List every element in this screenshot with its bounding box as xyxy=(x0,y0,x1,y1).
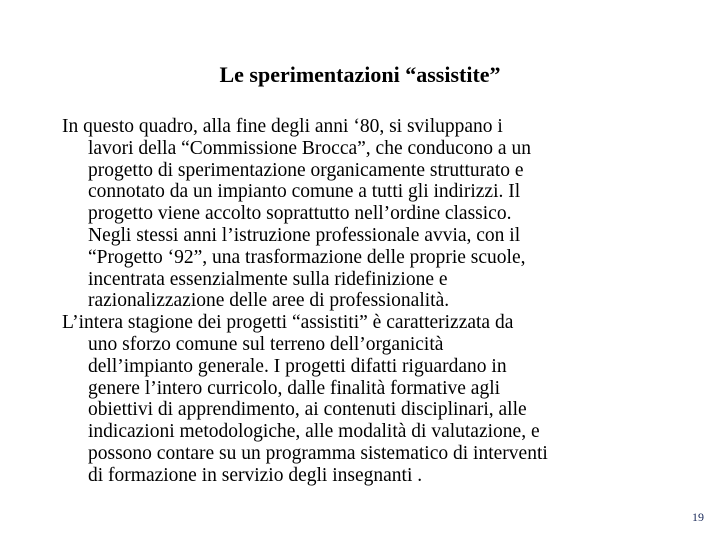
text-line: di formazione in servizio degli insegnanti . xyxy=(88,464,423,486)
text-line: obiettivi di apprendimento, ai contenuti disciplinari, alle xyxy=(88,399,527,421)
slide-title: Le sperimentazioni “assistite” xyxy=(219,62,501,87)
text-line: lavori della “Commissione Brocca”, che conducono a un xyxy=(88,137,531,159)
text-line: Negli stessi anni l’istruzione professionale avvia, con il xyxy=(88,224,521,246)
slide-body xyxy=(62,116,702,487)
text-line: In questo quadro, alla fine degli anni ‘80, si sviluppano i xyxy=(62,116,503,137)
text-line: uno sforzo comune sul terreno dell’organicità xyxy=(88,333,444,355)
paragraph-1 xyxy=(62,116,702,312)
text-line: L’intera stagione dei progetti “assistiti” è caratterizzata da xyxy=(62,312,514,334)
page-number: 19 xyxy=(692,510,704,524)
text-line: razionalizzazione delle aree di professionalità. xyxy=(88,290,450,312)
text-line: genere l’intero curricolo, dalle finalità formative agli xyxy=(88,377,501,399)
paragraph-2 xyxy=(62,312,702,486)
text-line: possono contare su un programma sistematico di interventi xyxy=(88,442,548,464)
text-line: dell’impianto generale. I progetti difatti riguardano in xyxy=(88,355,507,377)
text-line: indicazioni metodologiche, alle modalità di valutazione, e xyxy=(88,421,540,443)
text-line: “Progetto ‘92”, una trasformazione delle proprie scuole, xyxy=(88,246,526,268)
text-line: incentrata essenzialmente sulla ridefinizione e xyxy=(88,268,448,290)
text-line: progetto di sperimentazione organicamente strutturato e xyxy=(88,159,524,181)
text-line: connotato da un impianto comune a tutti gli indirizzi. Il xyxy=(88,181,521,203)
text-line: progetto viene accolto soprattutto nell’ordine classico. xyxy=(88,203,512,225)
